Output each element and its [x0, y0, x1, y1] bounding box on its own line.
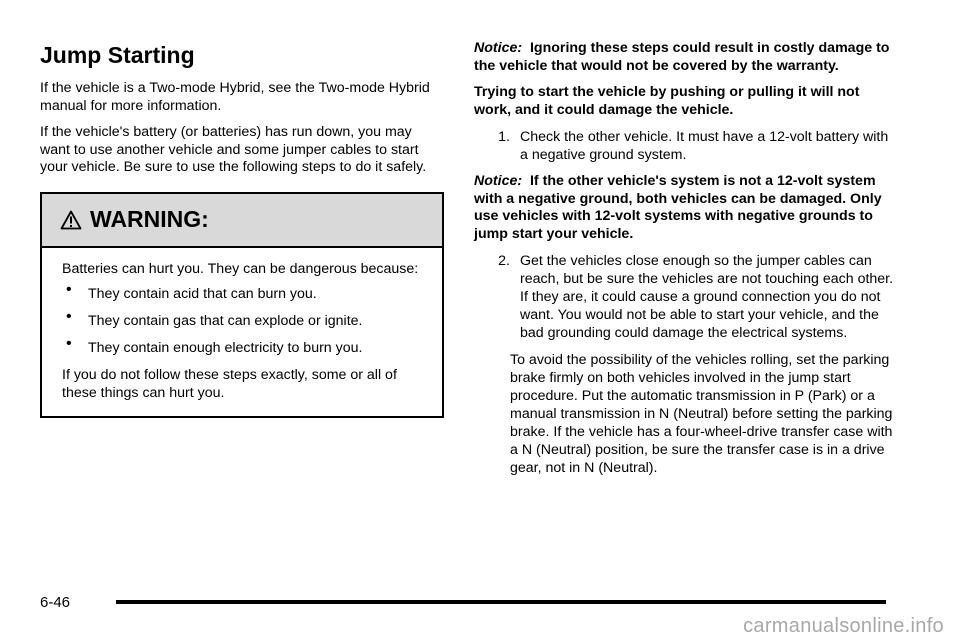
step-text: Get the vehicles close enough so the jumper cables can reach, but be sure the vehicles are not touching each other. If they are, it could cause a ground connection you do not want. You would not be able to start your vehicle, and the bad grounding could damage the electrical systems.	[520, 253, 894, 341]
step-2	[474, 252, 894, 342]
step-number: 2.	[498, 253, 510, 269]
step-1	[474, 128, 894, 164]
warning-bullet: • They contain enough electricity to burn you.	[66, 334, 363, 356]
right-column	[474, 40, 894, 477]
warning-box	[40, 192, 444, 418]
bullet-icon: •	[66, 334, 72, 352]
intro-paragraph-hybrid: If the vehicle is a Two-mode Hybrid, see the Two-mode Hybrid manual for more information.	[40, 80, 430, 114]
warning-lead: Batteries can hurt you. They can be dangerous because:	[62, 260, 419, 277]
warning-body	[42, 248, 442, 416]
warning-bullet: • They contain acid that can burn you.	[66, 280, 317, 302]
page-number: 6-46	[40, 594, 71, 611]
push-start-warning: Trying to start the vehicle by pushing or pulling it will not work, and it could damage the vehicle.	[474, 84, 860, 118]
notice-label: Notice:	[474, 40, 523, 56]
warning-triangle-icon	[60, 210, 82, 230]
section-title: Jump Starting	[40, 42, 195, 68]
warning-bullet-list	[62, 280, 422, 357]
warning-bullet: • They contain gas that can explode or ignite.	[66, 307, 363, 329]
step-2-parking-brake: To avoid the possibility of the vehicles rolling, set the parking brake firmly on both vehicles involved in the jump start procedure. Put the automatic transmission in P (Park) or a manual transmission in N (Neutral) before setting the parking brake. If the vehicle has a four-wheel-drive transfer case with a N (Neutral) position, be sure the transfer case is in a drive gear, not in N (Neutral).	[510, 352, 893, 476]
left-column	[40, 40, 444, 418]
intro-paragraph-battery: If the vehicle's battery (or batteries) has run down, you may want to use another vehicle and some jumper cables to start your vehicle. Be sure to use the following steps to do it safely.	[40, 124, 427, 175]
step-number: 1.	[498, 129, 510, 145]
warning-closing: If you do not follow these steps exactly, some or all of these things can hurt you.	[62, 366, 397, 401]
warning-title: WARNING:	[90, 206, 209, 232]
footer-rule	[116, 600, 886, 604]
step-text: Check the other vehicle. It must have a 12-volt battery with a negative ground system.	[520, 129, 889, 163]
bullet-icon: •	[66, 280, 72, 298]
notice-label: Notice:	[474, 173, 523, 189]
warning-header	[42, 194, 442, 248]
notice-warranty: Notice: Ignoring these steps could result in costly damage to the vehicle that would not be covered by the warranty.	[474, 40, 890, 74]
watermark: carmanualsonline.info	[743, 615, 944, 637]
notice-12-volt: Notice: If the other vehicle's system is not a 12-volt system with a negative ground, both vehicles can be damaged. Only use vehicles with 12-volt systems with negative grounds to jump start your vehicle.	[474, 173, 882, 242]
bullet-icon: •	[66, 307, 72, 325]
